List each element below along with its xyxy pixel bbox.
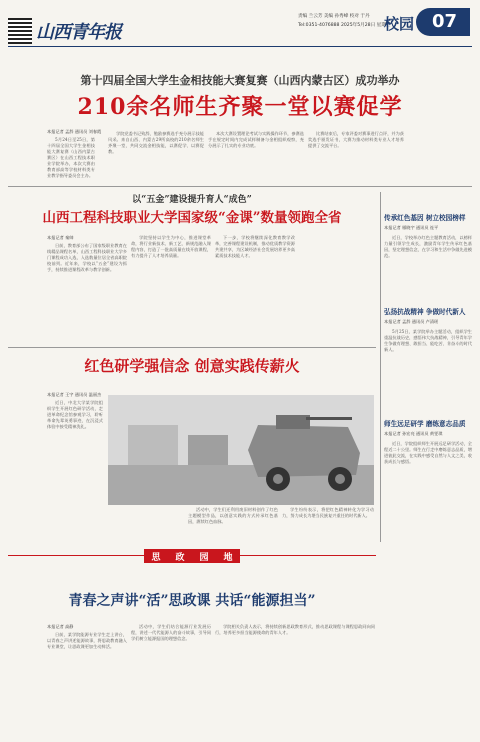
sidebar-item-2-body: 5月25日，某学院举办主题活动，组织学生重温抗战历史，感悟伟大抗战精神，引导青年学生争做有理想、敢担当、能吃苦、肯奋斗的时代新人。 bbox=[384, 329, 472, 352]
sidebar-item-1-title: 传承红色基因 树立校园榜样 bbox=[384, 214, 466, 222]
sidebar-divider bbox=[380, 192, 381, 542]
column-banner-char-1: 思 bbox=[151, 552, 161, 563]
lead-headline: 210余名师生齐聚一堂以赛促学 bbox=[77, 94, 403, 120]
sidebar-item-3-body: 近日，学院组织师生开展远足研学活动，全程近二十公里。师生在行走中磨练意志品质，增进彼此交流，在实践中感受自然与人文之美，收获成长与感悟。 bbox=[384, 441, 472, 464]
article3-headline: 红色研学强信念 创意实践传薪火 bbox=[84, 357, 300, 375]
header-rule bbox=[8, 46, 472, 47]
column-banner-box bbox=[144, 549, 240, 563]
article3-col-3: 学生纷纷表示，将把红色精神转化为学习动力，努力成长为堪当民族复兴重任的时代新人。 bbox=[282, 507, 374, 518]
article4-headline: 青春之声讲“活”思政课 共话“能源担当” bbox=[68, 593, 316, 609]
page-number-badge bbox=[416, 8, 470, 36]
sidebar-item-2-byline: 本报记者 孟辞 通讯员 卢清瑶 bbox=[384, 319, 439, 324]
section-label: 校园 bbox=[384, 15, 415, 33]
article3-byline: 本报记者 王宇 通讯员 温丽杰 bbox=[47, 392, 102, 397]
lead-col-2: 学院党委书记致辞，勉励参赛选手充分展示技能风采。来自山西、内蒙古29所高校的210余名师生齐聚一堂，共同交流金相技能，以赛促学、以赛促教。 bbox=[108, 131, 204, 154]
lead-col-1: 5月24日至25日，第十四届全国大学生金相技能大赛复赛（山西内蒙古赛区）在山西工程技术职业学院举办，本次大赛由教育部高等学校材料类专业教学指导委员会主办。 bbox=[47, 137, 95, 178]
newspaper-logo: 山西青年报 bbox=[36, 22, 121, 43]
article2-kicker: 以“五金”建设提升育人“成色” bbox=[132, 195, 252, 205]
column-banner-char-4: 地 bbox=[223, 552, 233, 563]
article2-divider bbox=[8, 347, 376, 348]
sidebar-item-1-body: 近日，学校举办红色主题教育活动，以榜样力量引领学生成长，激励青年学生传承红色基因，坚定理想信念，在学习和生活中争做先进模范。 bbox=[384, 235, 472, 258]
lead-divider bbox=[8, 186, 472, 187]
sidebar-item-2-title: 弘扬抗战精神 争做时代新人 bbox=[384, 308, 466, 316]
armored-vehicle-model-illustration bbox=[108, 395, 374, 505]
sidebar-item-3-byline: 本报记者 孙宏亮 通讯员 黄雯琪 bbox=[384, 431, 443, 436]
lead-kicker: 第十四届全国大学生金相技能大赛复赛（山西内蒙古区）成功举办 bbox=[80, 74, 400, 87]
article3-col-2: 活动中，学生们还利用废旧材料创作了红色主题模型作品，以创意实践的方式传承红色基因，赓续红色血脉。 bbox=[188, 507, 278, 524]
article4-col-2: 活动中，学生们结合能源行业发展历程，讲述一代代能源人的奋斗故事，引导同学们树立能源报国的理想信念。 bbox=[131, 624, 211, 641]
article4-col-1: 日前，某学院能源专业学生走上讲台，以青春之声讲述能源故事，将思政教育融入专业课堂，让思政课更加生动鲜活。 bbox=[47, 632, 127, 649]
article4-byline: 本报记者 高静 bbox=[47, 624, 74, 629]
article4-col-3: 学院相关负责人表示，将持续创新思政教育形式，推动思政课程与课程思政同向同行，培养更多担当能源使命的青年人才。 bbox=[215, 624, 375, 635]
article2-byline: 本报记者 秦帅 bbox=[47, 235, 74, 240]
article2-headline: 山西工程科技职业大学国家级“金课”数量领跑全省 bbox=[42, 210, 342, 226]
lead-byline: 本报记者 孟辞 通讯员 刘春霞 bbox=[47, 129, 102, 134]
sidebar-item-1-byline: 本报记者 雁晓宇 通讯员 连平 bbox=[384, 225, 439, 230]
column-banner-char-2: 政 bbox=[175, 552, 185, 563]
column-banner-char-3: 园 bbox=[199, 552, 209, 563]
header-editor-line: 责编 兰云芳 美编 孙秀峰 校对 于丹 bbox=[298, 14, 370, 19]
article3-photo bbox=[108, 395, 374, 505]
article2-col-2: 学院坚持以学生为中心，推进课堂革命，将行业新技术、新工艺、新规范融入课程内容，打造了一批高质量在线开放课程，有力提升了人才培养质量。 bbox=[131, 235, 211, 258]
header-phone-line: Tel:0351-4076888 2025年5月28日 星期三 bbox=[298, 23, 391, 28]
qr-code-icon bbox=[8, 18, 32, 44]
lead-col-4: 比赛结束后，专家评委对赛事进行点评，并为获奖选手颁发证书，大赛为推动材料类专业人才培养提供了交流平台。 bbox=[308, 131, 404, 148]
lead-col-3: 本次大赛设置理论考试与实践操作环节，参赛选手在规定时间内完成试样制备与金相组织观察，充分展示了扎实的专业功底。 bbox=[208, 131, 304, 148]
article3-col-1: 近日，中北大学某学院组织学生开展红色研学活动，走进革命纪念馆参观学习，聆听革命先辈英勇事迹，在沉浸式体验中接受精神洗礼。 bbox=[47, 400, 103, 429]
page-number: 07 bbox=[432, 11, 458, 32]
column-banner bbox=[8, 549, 376, 563]
masthead-logo bbox=[8, 18, 32, 44]
sidebar-item-3-title: 师生远足研学 磨练意志品质 bbox=[384, 420, 466, 428]
article2-col-1: 日前，教育部公布了国家级职业教育在线精品课程名单，山西工程科技职业大学多门课程成功入选，入选数量位居全省高职院校前列。近年来，学校以“五金”建设为抓手，持续推进课程改革与教学创新。 bbox=[47, 243, 127, 272]
article2-col-3: 下一步，学校将继续深化教育教学改革，完善课程建设机制，推动优质教学资源共建共享，为区域经济社会发展培养更多高素质技术技能人才。 bbox=[215, 235, 295, 258]
